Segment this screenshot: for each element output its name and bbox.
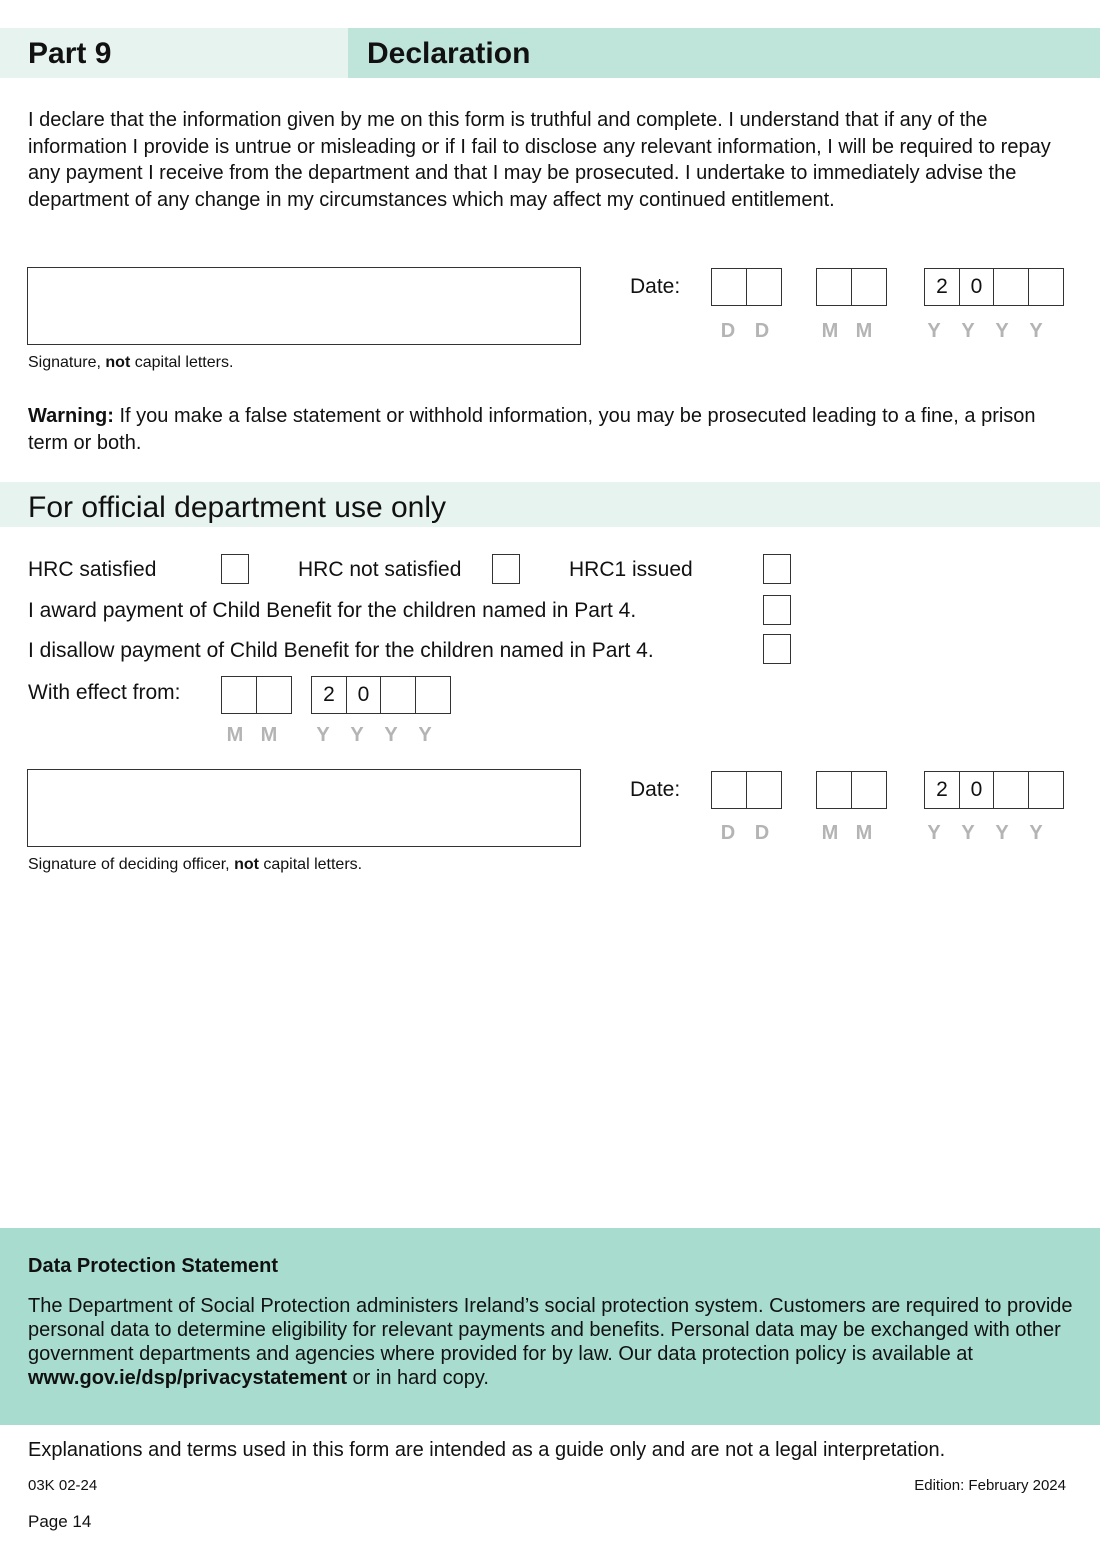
explanation-note: Explanations and terms used in this form are intended as a guide only and are not a legal interpretation. — [28, 1439, 946, 1461]
effect-from-label: With effect from: — [28, 681, 181, 704]
digit-box[interactable] — [711, 268, 747, 306]
date-label: Date: — [630, 275, 681, 298]
award-checkbox[interactable] — [763, 595, 791, 625]
digit-box[interactable]: 2 — [924, 268, 960, 306]
digit-box[interactable]: 0 — [959, 771, 995, 809]
digit-box[interactable] — [1028, 268, 1064, 306]
digit-box[interactable]: 0 — [959, 268, 995, 306]
data-protection-text: The Department of Social Protection administers Ireland’s social protection system. Customers are required to provide personal data to determine eligibility for relevant payments and benefits. Personal data may be exchanged with other government departments and agencies where provided for by law. Our data protection policy is available at www.gov.ie/dsp/privacystatement or in hard copy. — [28, 1295, 1073, 1389]
privacy-link[interactable]: www.gov.ie/dsp/privacystatement — [28, 1367, 347, 1389]
digit-box[interactable] — [415, 676, 451, 714]
day-hint: D D — [720, 320, 770, 342]
digit-box[interactable]: 2 — [311, 676, 347, 714]
digit-box[interactable] — [711, 771, 747, 809]
part-label: Part 9 — [28, 37, 112, 70]
digit-box[interactable] — [816, 268, 852, 306]
officer-month-hint: M M — [821, 822, 873, 844]
effect-year-hint: Y Y Y Y — [316, 724, 432, 746]
date-day-field[interactable] — [711, 268, 782, 306]
officer-date-month-field[interactable] — [816, 771, 887, 809]
digit-box[interactable] — [746, 771, 782, 809]
officer-signature-caption: Signature of deciding officer, not capital letters. — [28, 856, 363, 873]
digit-box[interactable] — [816, 771, 852, 809]
official-use-title: For official department use only — [28, 491, 446, 524]
signature-box[interactable] — [27, 267, 581, 345]
digit-box[interactable] — [993, 771, 1029, 809]
effect-month-field[interactable] — [221, 676, 292, 714]
hrc1-issued-checkbox[interactable] — [763, 554, 791, 584]
digit-box[interactable] — [746, 268, 782, 306]
disallow-label: I disallow payment of Child Benefit for the children named in Part 4. — [28, 639, 654, 662]
signature-caption: Signature, not capital letters. — [28, 354, 234, 371]
digit-box[interactable] — [1028, 771, 1064, 809]
officer-year-hint: Y Y Y Y — [927, 822, 1043, 844]
form-code: 03K 02-24 — [28, 1477, 98, 1494]
page-number: Page 14 — [28, 1512, 92, 1531]
officer-date-label: Date: — [630, 778, 681, 801]
date-month-field[interactable] — [816, 268, 887, 306]
officer-day-hint: D D — [720, 822, 770, 844]
hrc-not-satisfied-checkbox[interactable] — [492, 554, 520, 584]
digit-box[interactable] — [256, 676, 292, 714]
hrc-satisfied-label: HRC satisfied — [28, 558, 157, 581]
edition-text: Edition: February 2024 — [914, 1477, 1066, 1494]
officer-date-day-field[interactable] — [711, 771, 782, 809]
officer-date-year-field[interactable] — [924, 771, 1064, 809]
effect-month-hint: M M — [226, 724, 278, 746]
digit-box[interactable]: 0 — [346, 676, 382, 714]
declaration-text: I declare that the information given by me on this form is truthful and complete. I understand that if any of the information I provide is untrue or misleading or if I fail to disclose any relevant information, I will be required to repay any payment I receive from the department and that I may be prosecuted. I undertake to immediately advise the department of any change in my circumstances which may affect my continued entitlement. — [28, 109, 1051, 211]
warning-text: Warning: If you make a false statement or withhold information, you may be prosecuted leading to a fine, a prison term or both. — [28, 405, 1036, 454]
digit-box[interactable] — [993, 268, 1029, 306]
date-year-field[interactable] — [924, 268, 1064, 306]
digit-box[interactable] — [380, 676, 416, 714]
month-hint: M M — [821, 320, 873, 342]
award-label: I award payment of Child Benefit for the children named in Part 4. — [28, 599, 637, 622]
hrc-satisfied-checkbox[interactable] — [221, 554, 249, 584]
officer-signature-box[interactable] — [27, 769, 581, 847]
effect-year-field[interactable] — [311, 676, 451, 714]
hrc-not-satisfied-label: HRC not satisfied — [298, 558, 462, 581]
disallow-checkbox[interactable] — [763, 634, 791, 664]
page-title: Declaration — [367, 37, 531, 70]
hrc1-issued-label: HRC1 issued — [569, 558, 693, 581]
year-hint: Y Y Y Y — [927, 320, 1043, 342]
digit-box[interactable] — [221, 676, 257, 714]
data-protection-title: Data Protection Statement — [28, 1255, 279, 1277]
digit-box[interactable] — [851, 771, 887, 809]
digit-box[interactable] — [851, 268, 887, 306]
digit-box[interactable]: 2 — [924, 771, 960, 809]
